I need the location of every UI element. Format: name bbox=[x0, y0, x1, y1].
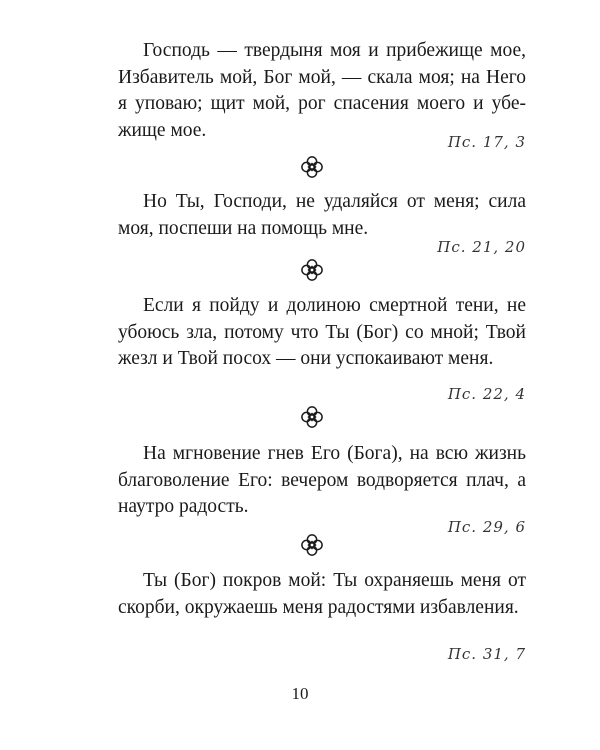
quatrefoil-ornament-icon bbox=[300, 405, 324, 429]
verse-reference: Пс. 31, 7 bbox=[447, 645, 526, 663]
quatrefoil-ornament-icon bbox=[300, 533, 324, 557]
verse-text: На мгновение гнев Его (Бога), на всю жизнь благоволение Его: вечером водворяется плач, а наутро радость. bbox=[118, 443, 526, 517]
verse-block bbox=[118, 38, 526, 144]
verse-block bbox=[118, 189, 526, 242]
page-number: 10 bbox=[291, 684, 309, 703]
verse-text: Господь — твердыня моя и прибежище мое, Избавитель мой, Бог мой, — скала моя; на Него я уповаю; щит мой, рог спасения моего и убежище мое. bbox=[118, 40, 526, 141]
verse-block bbox=[118, 293, 526, 373]
verse-block bbox=[118, 568, 526, 621]
quatrefoil-ornament-icon bbox=[300, 258, 324, 282]
verse-reference: Пс. 29, 6 bbox=[447, 518, 526, 536]
verse-text: Ты (Бог) покров мой: Ты охраняешь меня от скорби, окружаешь меня радостями избавления. bbox=[118, 570, 526, 618]
quatrefoil-ornament-icon bbox=[300, 155, 324, 179]
verse-reference: Пс. 17, 3 bbox=[447, 133, 526, 151]
verse-block bbox=[118, 441, 526, 521]
verse-text: Если я пойду и долиною смертной тени, не убоюсь зла, потому что Ты (Бог) со мной; Твой жезл и Твой посох — они успокаивают меня. bbox=[118, 295, 526, 369]
verse-reference: Пс. 21, 20 bbox=[437, 238, 526, 256]
verse-reference: Пс. 22, 4 bbox=[447, 385, 526, 403]
verse-text: Но Ты, Господи, не удаляйся от меня; сила моя, поспеши на помощь мне. bbox=[118, 191, 526, 239]
